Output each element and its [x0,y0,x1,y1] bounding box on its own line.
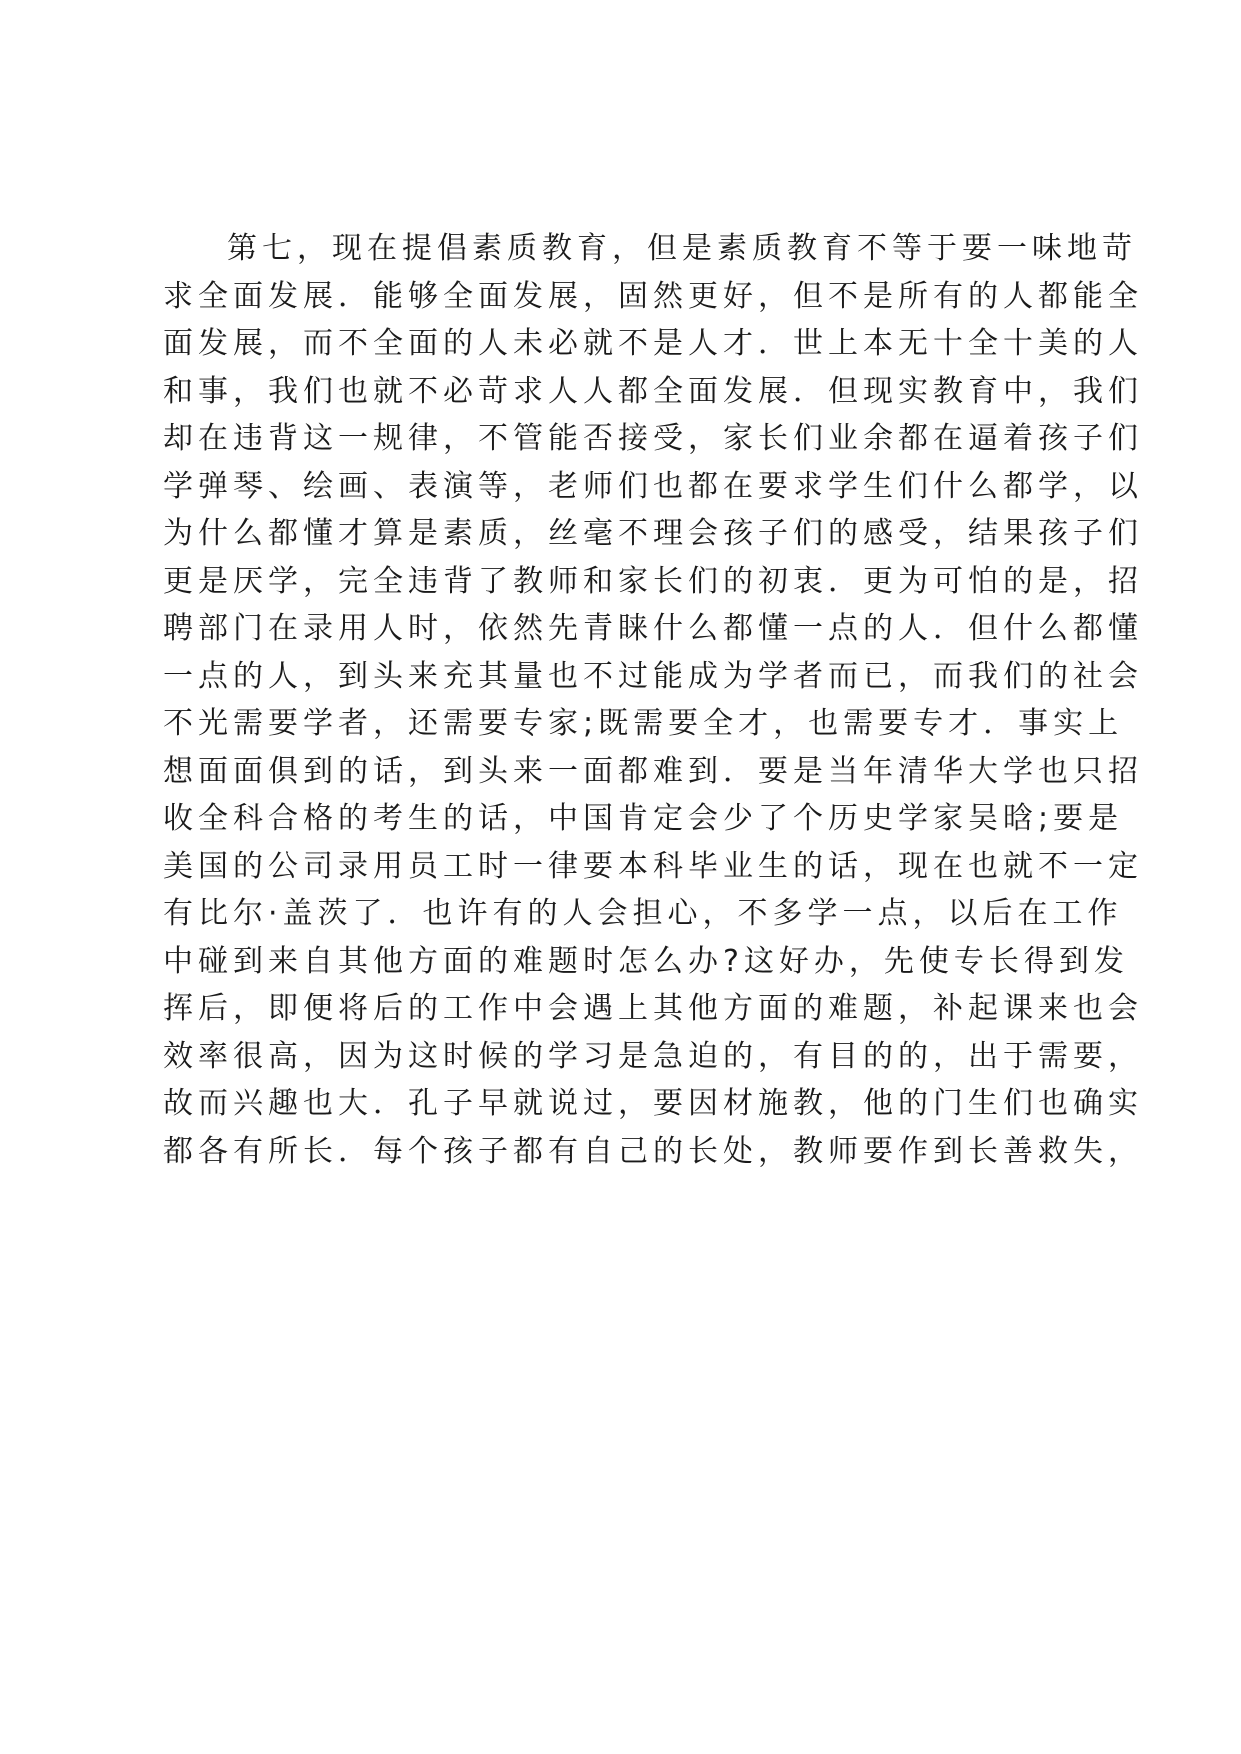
paragraph-line: 收全科合格的考生的话，中国肯定会少了个历史学家吴晗;要是 [163,801,1124,836]
paragraph-line: 更是厌学，完全违背了教师和家长们的初衷．更为可怕的是，招 [163,563,1143,599]
paragraph-line: 一点的人，到头来充其量也不过能成为学者而已，而我们的社会 [163,658,1143,694]
paragraph-line: 效率很高，因为这时候的学习是急迫的，有目的的，出于需要， [163,1038,1143,1074]
paragraph-line: 不光需要学者，还需要专家;既需要全才，也需要专才．事实上 [163,706,1124,741]
body-paragraph [163,225,1143,1175]
paragraph-line: 和事，我们也就不必苛求人人都全面发展．但现实教育中，我们 [163,373,1143,409]
paragraph-line: 为什么都懂才算是素质，丝毫不理会孩子们的感受，结果孩子们 [163,516,1143,551]
paragraph-line: 却在违背这一规律，不管能否接受，家长们业余都在逼着孩子们 [163,421,1143,456]
paragraph-line: 挥后，即便将后的工作中会遇上其他方面的难题，补起课来也会 [163,991,1143,1026]
paragraph-line: 学弹琴、绘画、表演等，老师们也都在要求学生们什么都学，以 [163,468,1143,504]
paragraph-line: 都各有所长．每个孩子都有自己的长处，教师要作到长善救失， [163,1133,1143,1169]
paragraph-line: 中碰到来自其他方面的难题时怎么办?这好办，先使专长得到发 [163,943,1129,979]
paragraph-line: 面发展，而不全面的人未必就不是人才．世上本无十全十美的人 [163,326,1143,361]
paragraph-line: 聘部门在录用人时，依然先青睐什么都懂一点的人．但什么都懂 [163,611,1143,646]
paragraph-line: 求全面发展．能够全面发展，固然更好，但不是所有的人都能全 [163,278,1143,314]
paragraph-line: 想面面俱到的话，到头来一面都难到．要是当年清华大学也只招 [163,753,1143,789]
paragraph-line: 美国的公司录用员工时一律要本科毕业生的话，现在也就不一定 [163,848,1143,884]
paragraph-line: 第七，现在提倡素质教育，但是素质教育不等于要一味地苛 [227,231,1137,266]
paragraph-line: 有比尔·盖茨了．也许有的人会担心，不多学一点，以后在工作 [163,896,1123,931]
paragraph-line: 故而兴趣也大．孔子早就说过，要因材施教，他的门生们也确实 [163,1086,1143,1121]
